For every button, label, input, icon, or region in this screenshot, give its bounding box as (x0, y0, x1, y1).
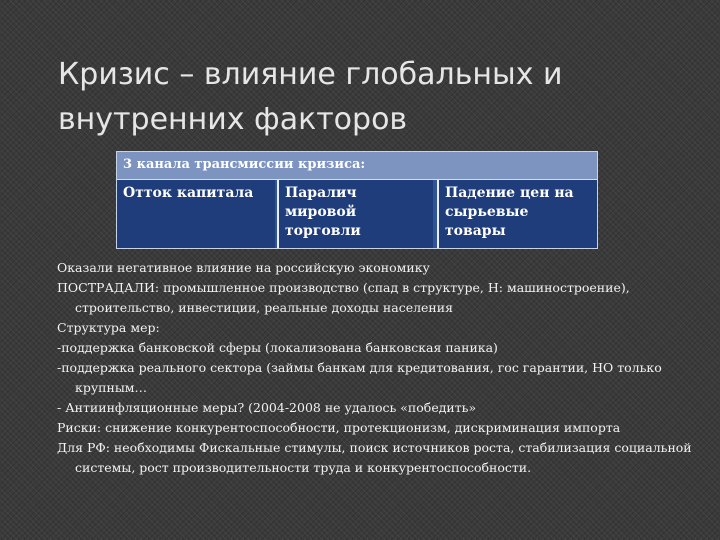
paragraph-affected: ПОСТРАДАЛИ: промышленное производство (спад в структуре, Н: машиностроение), строительство, инвестиции, реальные доходы населения (57, 280, 630, 315)
paragraph-risks: Риски: снижение конкурентоспособности, протекционизм, дискриминация импорта (57, 420, 621, 435)
paragraph-real-sector-support: -поддержка реального сектора (займы банкам для кредитования, гос гарантии, НО только крупным… (57, 360, 662, 395)
channel-trade-paralysis: Паралич мировой торговли (277, 180, 433, 248)
slide-title: Кризис – влияние глобальных и внутренних факторов (58, 57, 563, 137)
channels-header: 3 канала трансмиссии кризиса: (117, 152, 597, 180)
paragraph-russia-needs: Для РФ: необходимы Фискальные стимулы, поиск источников роста, стабилизация социальной системы, рост производительности труда и конкурентоспособности. (57, 440, 692, 475)
paragraph-anti-inflation: - Антиинфляционные меры? (2004-2008 не удалось «победить» (57, 400, 477, 415)
channel-commodity-prices: Падение цен на сырьевые товары (437, 180, 597, 248)
body-text (57, 258, 707, 478)
paragraph-negative-impact: Оказали негативное влияние на российскую экономику (57, 260, 430, 275)
paragraph-measures-heading: Структура мер: (57, 320, 160, 335)
paragraph-banking-support: -поддержка банковской сферы (локализована банковская паника) (57, 340, 498, 355)
channels-table (116, 151, 598, 249)
channel-capital-outflow: Отток капитала (117, 180, 275, 248)
